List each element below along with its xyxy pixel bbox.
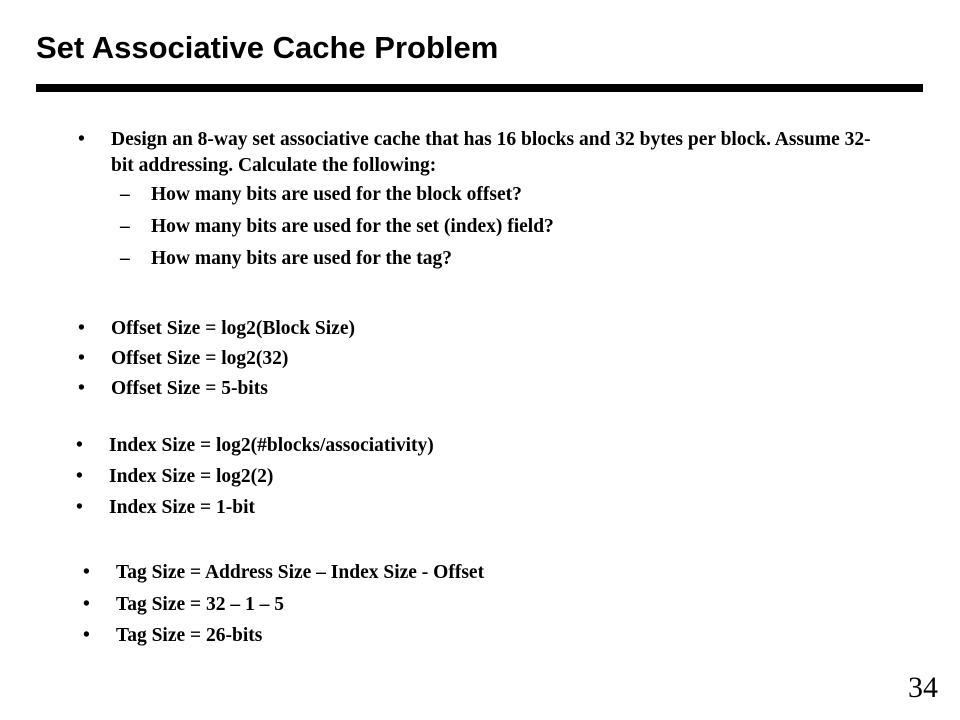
tag-text: Tag Size = Address Size – Index Size - Offset	[116, 562, 485, 583]
dash-mark: –	[120, 216, 130, 237]
index-line-2	[76, 464, 274, 490]
question-text: How many bits are used for the tag?	[151, 248, 452, 269]
intro-bullet	[78, 127, 871, 179]
index-text: Index Size = log2(#blocks/associativity)	[109, 435, 434, 456]
bullet-mark: •	[78, 348, 85, 369]
tag-line-2	[83, 592, 285, 618]
slide-title: Set Associative Cache Problem	[36, 30, 499, 65]
page-number: 34	[908, 671, 938, 704]
question-block-offset	[120, 182, 522, 208]
index-line-3	[76, 495, 255, 521]
index-text: Index Size = log2(2)	[109, 466, 274, 487]
tag-line-1	[83, 560, 485, 586]
question-index-field	[120, 214, 554, 240]
bullet-mark: •	[83, 594, 90, 615]
tag-text: Tag Size = 32 – 1 – 5	[116, 594, 285, 615]
bullet-mark: •	[78, 318, 85, 339]
tag-line-3	[83, 623, 263, 649]
title-underline	[36, 84, 923, 92]
question-text: How many bits are used for the set (index) field?	[151, 216, 554, 237]
bullet-mark: •	[76, 466, 83, 487]
offset-line-2	[78, 346, 289, 372]
offset-line-3	[78, 376, 268, 402]
bullet-mark: •	[83, 625, 90, 646]
intro-text: Design an 8-way set associative cache that has 16 blocks and 32 bytes per block. Assume 32-bit addressing. Calculate the following:	[111, 129, 871, 176]
offset-line-1	[78, 316, 355, 342]
dash-mark: –	[120, 248, 130, 269]
dash-mark: –	[120, 184, 130, 205]
offset-text: Offset Size = log2(Block Size)	[111, 318, 355, 339]
offset-text: Offset Size = log2(32)	[111, 348, 289, 369]
index-line-1	[76, 433, 434, 459]
bullet-mark: •	[76, 435, 83, 456]
bullet-mark: •	[83, 562, 90, 583]
bullet-mark: •	[76, 497, 83, 518]
question-tag	[120, 246, 452, 272]
bullet-mark: •	[78, 129, 85, 150]
tag-text: Tag Size = 26-bits	[116, 625, 263, 646]
offset-text: Offset Size = 5-bits	[111, 378, 268, 399]
index-text: Index Size = 1-bit	[109, 497, 255, 518]
question-text: How many bits are used for the block offset?	[151, 184, 522, 205]
bullet-mark: •	[78, 378, 85, 399]
